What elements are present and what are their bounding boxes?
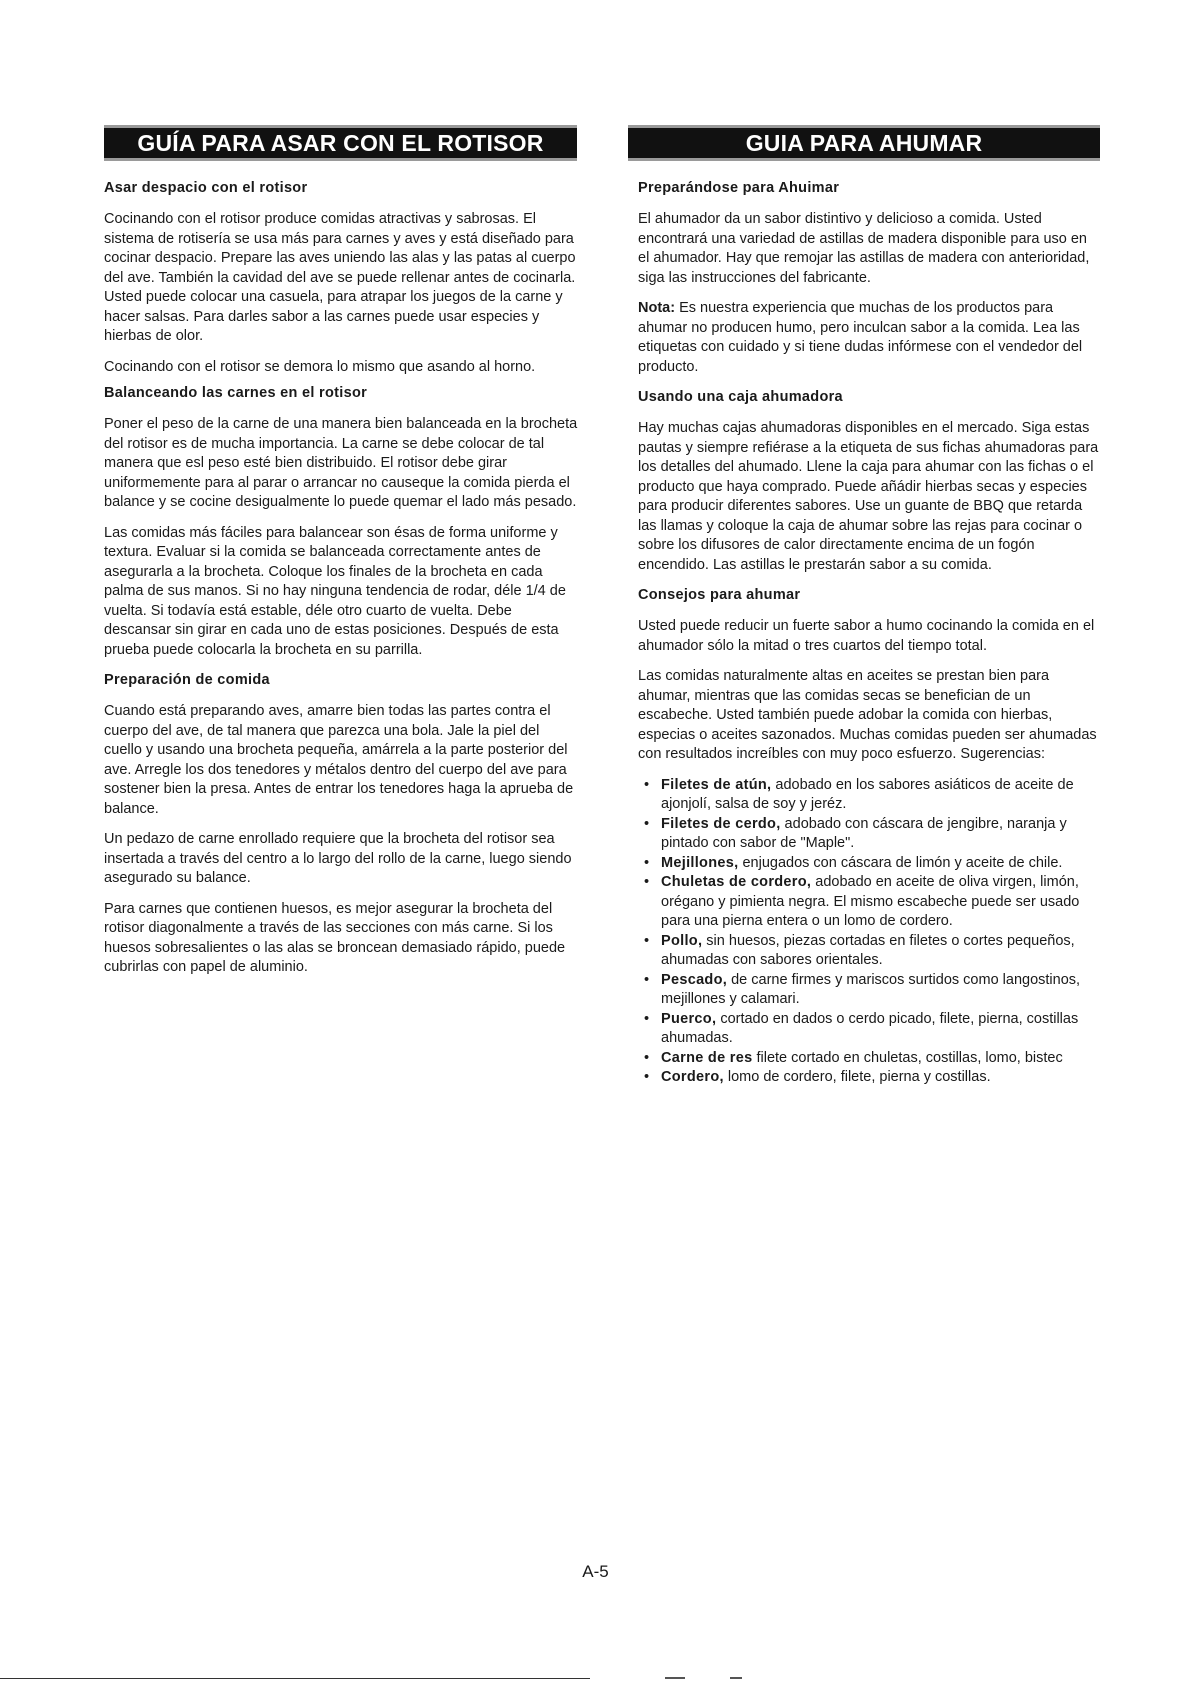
bullet-icon: • xyxy=(644,1069,650,1085)
section-heading-food-prep: Preparación de comida xyxy=(104,672,270,688)
left-column xyxy=(104,125,580,989)
footer-mark xyxy=(730,1677,742,1679)
paragraph: Cocinando con el rotisor se demora lo mismo que asando al horno. xyxy=(104,358,536,375)
note-label: Nota: xyxy=(638,300,676,316)
paragraph: Un pedazo de carne enrollado requiere que la brocheta del rotisor sea insertada a través del centro a lo largo del rollo de la carne, luego siendo asegurado su balance. xyxy=(104,831,572,886)
rotisor-guide-banner: GUÍA PARA ASAR CON EL ROTISOR xyxy=(104,125,577,161)
paragraph: Poner el peso de la carne de una manera bien balanceada en la brocheta del rotisor es de mucha importancia. La carne se debe colocar de tal manera que esl peso esté bien distribuido. El rotisor debe girar uniformemente para al parar o arrancar no causeque la comida pierda el balance y se cocine desigualmente lo puede quemar el lado más pesado. xyxy=(104,416,578,510)
list-item: • Filetes de atún, adobado en los sabores asiáticos de aceite de ajonjolí, salsa de soy y jeréz. xyxy=(644,776,1074,812)
paragraph: El ahumador da un sabor distintivo y delicioso a comida. Usted encontrará una variedad de astillas de madera disponible para uso en el ahumador. Hay que remojar las astillas de madera con anterioridad, siga las instrucciones del fabricante. xyxy=(638,211,1090,286)
list-item: • Pollo, sin huesos, piezas cortadas en filetes o cortes pequeños, ahumadas con sabores orientales. xyxy=(644,932,1075,968)
section-heading-balancing: Balanceando las carnes en el rotisor xyxy=(104,385,368,401)
section-heading-slow-roast: Asar despacio con el rotisor xyxy=(104,180,308,196)
right-column xyxy=(638,125,1100,1088)
bullet-icon: • xyxy=(644,1049,650,1066)
list-item: • Chuletas de cordero, adobado en aceite de oliva virgen, limón, orégano y pimienta negra. El mismo escabeche puede ser usado para una pierna entera o un lomo de cordero. xyxy=(644,874,1080,929)
bullet-icon: • xyxy=(644,815,650,832)
paragraph: Las comidas naturalmente altas en aceites se prestan bien para ahumar, mientras que las comidas secas se benefician de un escabeche. Usted también puede adobar la comida con hierbas, especias o aceites sazonados. Muchas comidas pueden ser ahumadas con resultados increíbles con muy poco esfuerzo. Sugerencias: xyxy=(638,668,1097,762)
suggestions-list xyxy=(638,776,1100,1088)
bullet-icon: • xyxy=(644,776,650,793)
list-item: • Filetes de cerdo, adobado con cáscara de jengibre, naranja y pintado con sabor de "Maple". xyxy=(644,815,1067,851)
list-item: • Pescado, de carne firmes y mariscos surtidos como langostinos, mejillones y calamari. xyxy=(644,971,1081,1007)
footer-rule xyxy=(0,1678,590,1679)
smoking-guide-banner: GUIA PARA AHUMAR xyxy=(628,125,1100,161)
list-item: • Mejillones, enjugados con cáscara de limón y aceite de chile. xyxy=(638,854,1100,874)
paragraph: Para carnes que contienen huesos, es mejor asegurar la brocheta del rotisor diagonalmente a través de las secciones con más carne. Si los huesos sobresalientes o las alas se broncean demasiado rápido, puede cubrirlas con papel de aluminio. xyxy=(104,900,566,975)
page-number: A-5 xyxy=(582,1562,609,1581)
bullet-icon: • xyxy=(644,874,650,890)
bullet-icon: • xyxy=(644,932,650,949)
paragraph: Usted puede reducir un fuerte sabor a humo cocinando la comida en el ahumador sólo la mitad o tres cuartos del tiempo total. xyxy=(638,618,1095,654)
paragraph: Cuando está preparando aves, amarre bien todas las partes contra el cuerpo del ave, de tal manera que parezca una bola. Jale la piel del cuello y usando una brocheta pequeña, amárrela a la parte posterior del ave. Arregle los dos tenedores y métalos dentro del cuerpo del ave para sostener bien la presa. Antes de entrar los tenedores haga la aprueba de balance. xyxy=(104,703,574,817)
section-heading-smoker-box: Usando una caja ahumadora xyxy=(638,389,843,405)
bullet-icon: • xyxy=(644,854,650,871)
bullet-icon: • xyxy=(644,971,650,988)
note-text: Es nuestra experiencia que muchas de los productos para ahumar no producen humo, pero inculcan sabor a la comida. Lea las etiquetas con cuidado y si tiene dudas infórmese con el vendedor del producto. xyxy=(638,300,1083,375)
section-heading-smoking-tips: Consejos para ahumar xyxy=(638,587,801,603)
list-item: • Cordero, lomo de cordero, filete, pierna y costillas. xyxy=(638,1068,1100,1088)
footer-mark xyxy=(665,1677,685,1679)
paragraph: Cocinando con el rotisor produce comidas atractivas y sabrosas. El sistema de rotisería se usa más para carnes y aves y está diseñado para cocinar despacio. Prepare las aves uniendo las alas y las patas al cuerpo del ave. También la cavidad del ave se puede rellenar antes de cocinarla. Usted puede colocar una casuela, para atrapar los juegos de la carne y hacer salsas. Para darles sabor a las carnes puede usar especies y hierbas de olor. xyxy=(104,211,576,344)
note-paragraph xyxy=(638,299,1100,377)
bullet-icon: • xyxy=(644,1010,650,1027)
list-item: • Puerco, cortado en dados o cerdo picado, filete, pierna, costillas ahumadas. xyxy=(644,1010,1079,1046)
list-item: • Carne de res filete cortado en chuletas, costillas, lomo, bistec xyxy=(638,1049,1100,1069)
paragraph: Las comidas más fáciles para balancear son ésas de forma uniforme y textura. Evaluar si la comida se balanceada correctamente antes de asegurarla a la brocheta. Coloque los finales de la brocheta en cada palma de sus manos. Si no hay ninguna tendencia de rodar, déle 1/4 de vuelta. Si todavía está estable, déle otro cuarto de vuelta. Debe descansar sin girar en cada uno de estas posiciones. Después de esta prueba puede colocarla la brocheta en su parrilla. xyxy=(104,524,566,658)
section-heading-preparing-smoke: Preparándose para Ahuimar xyxy=(638,180,840,196)
paragraph: Hay muchas cajas ahumadoras disponibles en el mercado. Siga estas pautas y siempre refiérase a la etiqueta de sus fichas ahumadoras para los detalles del ahumado. Llene la caja para ahumar con las fichas o el producto que haya comprado. Puede añádir hierbas secas y especies para producir diferentes sabores. Use un guante de BBQ que retarda las llamas y coloque la caja de ahumar sobre las rejas para cocinar o sobre los difusores de calor directamente encima de un fogón encendido. Las astillas le prestarán sabor a su comida. xyxy=(638,420,1099,573)
